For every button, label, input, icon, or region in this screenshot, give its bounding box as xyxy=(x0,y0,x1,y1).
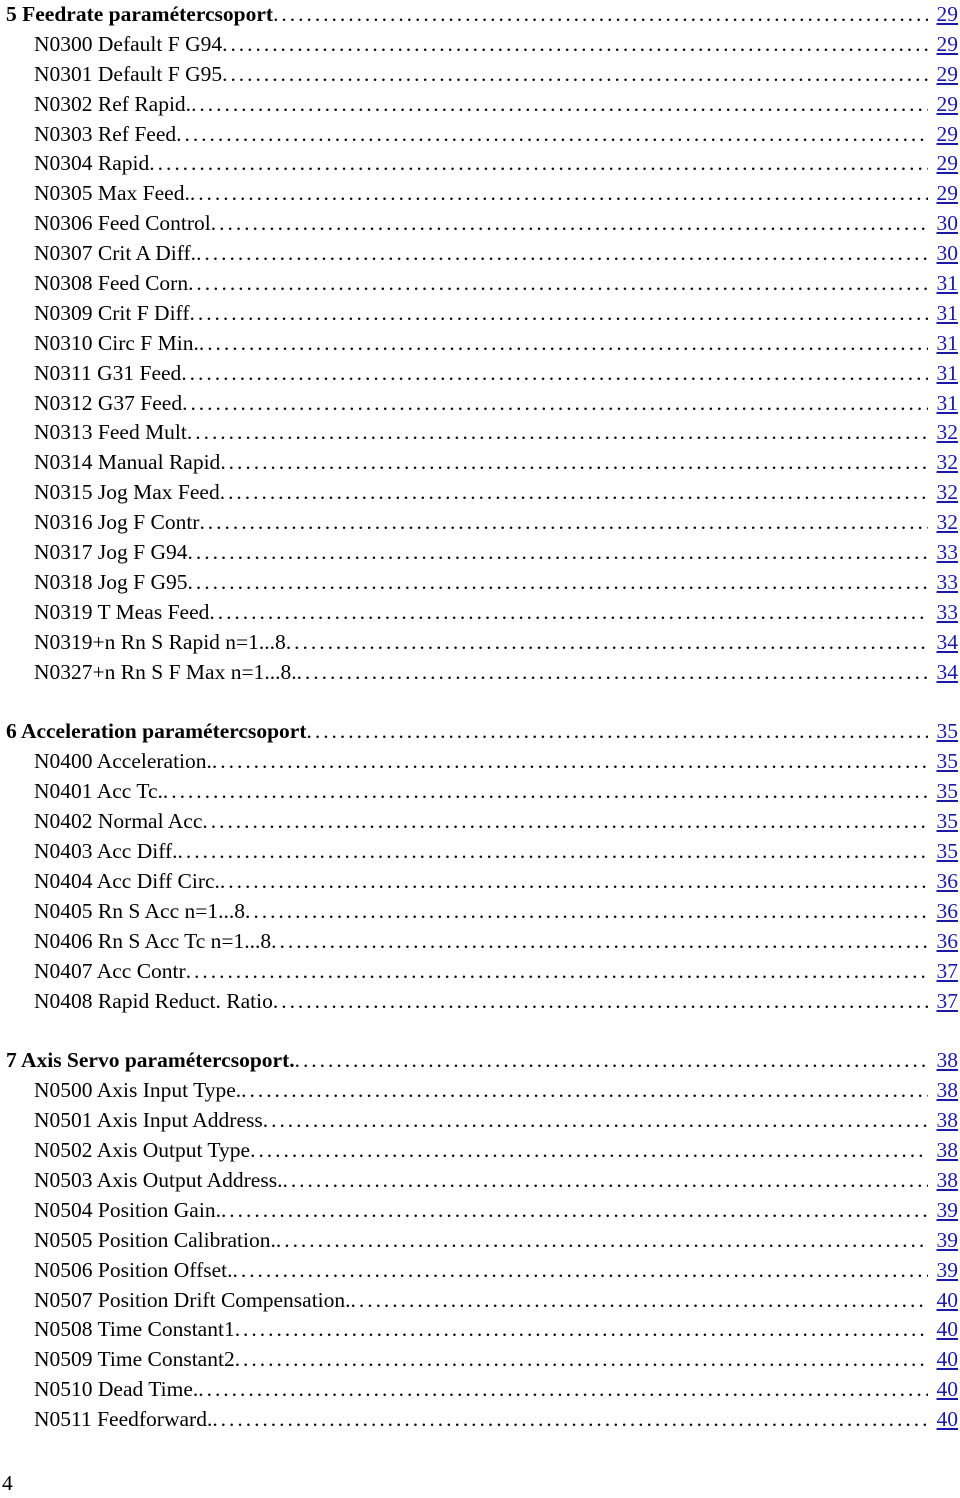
toc-section-axis-servo xyxy=(0,1046,960,1435)
toc-entry-label: N0304 Rapid xyxy=(34,151,150,176)
toc-entry-label: N0502 Axis Output Type xyxy=(34,1138,251,1163)
dot-leader xyxy=(276,1226,928,1256)
toc-page-link[interactable]: 38 xyxy=(936,1167,958,1192)
dot-leader xyxy=(245,897,928,927)
toc-entry[interactable] xyxy=(0,957,960,987)
toc-entry[interactable] xyxy=(0,1286,960,1316)
toc-section-heading[interactable] xyxy=(0,717,960,747)
dot-leader xyxy=(190,299,929,329)
toc-entry[interactable] xyxy=(0,418,960,448)
toc-page-link[interactable]: 35 xyxy=(936,749,958,774)
toc-entry[interactable] xyxy=(0,1166,960,1196)
toc-entry-label: N0403 Acc Diff. xyxy=(34,839,178,864)
dot-leader xyxy=(263,1106,928,1136)
toc-entry[interactable] xyxy=(0,448,960,478)
toc-page-link[interactable]: 38 xyxy=(936,1138,958,1163)
dot-leader xyxy=(212,1405,928,1435)
toc-entry[interactable] xyxy=(0,209,960,239)
toc-entry[interactable] xyxy=(0,329,960,359)
toc-entry-label: N0307 Crit A Diff. xyxy=(34,241,197,266)
dot-leader xyxy=(307,717,929,747)
toc-page-link[interactable]: 36 xyxy=(936,898,958,923)
toc-entry-label: N0314 Manual Rapid xyxy=(34,450,221,475)
toc-entry[interactable] xyxy=(0,1136,960,1166)
toc-entry-label: N0303 Ref Feed xyxy=(34,121,177,146)
toc-page-link[interactable]: 37 xyxy=(936,988,958,1013)
toc-entry-label: N0408 Rapid Reduct. Ratio xyxy=(34,988,273,1013)
dot-leader xyxy=(273,987,928,1017)
toc-page-link[interactable]: 39 xyxy=(936,1257,958,1282)
toc-page-link[interactable]: 39 xyxy=(936,1197,958,1222)
toc-entry[interactable] xyxy=(0,867,960,897)
toc-entry[interactable] xyxy=(0,478,960,508)
dot-leader xyxy=(202,807,928,837)
toc-entry-label: N0301 Default F G95 xyxy=(34,61,223,86)
dot-leader xyxy=(199,508,928,538)
toc-entry[interactable] xyxy=(0,897,960,927)
toc-entry-label: N0500 Axis Input Type. xyxy=(34,1078,242,1103)
toc-page-link[interactable]: 40 xyxy=(936,1317,958,1342)
dot-leader xyxy=(351,1286,928,1316)
toc-entry[interactable] xyxy=(0,149,960,179)
toc-entry[interactable] xyxy=(0,927,960,957)
toc-entry-label: N0511 Feedforward. xyxy=(34,1407,213,1432)
toc-page-link[interactable]: 29 xyxy=(936,121,958,146)
toc-entry-label: N0305 Max Feed. xyxy=(34,181,190,206)
dot-leader xyxy=(188,568,928,598)
dot-leader xyxy=(199,329,928,359)
dot-leader xyxy=(188,269,928,299)
toc-page-link[interactable]: 38 xyxy=(936,1048,958,1073)
toc-entry-label: N0506 Position Offset. xyxy=(34,1257,233,1282)
toc-entry[interactable] xyxy=(0,179,960,209)
toc-entry-label: N0317 Jog F G94 xyxy=(34,540,188,565)
dot-leader xyxy=(212,747,928,777)
toc-entry[interactable] xyxy=(0,299,960,329)
dot-leader xyxy=(181,359,928,389)
toc-entry-label: N0312 G37 Feed xyxy=(34,390,183,415)
toc-entry[interactable] xyxy=(0,508,960,538)
toc-page-link[interactable]: 40 xyxy=(936,1407,958,1432)
toc-entry[interactable] xyxy=(0,1405,960,1435)
toc-page-link[interactable]: 35 xyxy=(936,809,958,834)
toc-page-link[interactable]: 35 xyxy=(936,779,958,804)
toc-entry-label: N0310 Circ F Min. xyxy=(34,330,199,355)
dot-leader xyxy=(149,149,928,179)
toc-page-link[interactable]: 31 xyxy=(936,390,958,415)
toc-page-link[interactable]: 35 xyxy=(936,719,958,744)
dot-leader xyxy=(241,1076,928,1106)
toc-page-link[interactable]: 33 xyxy=(936,569,958,594)
dot-leader xyxy=(273,0,928,30)
dot-leader xyxy=(221,1196,928,1226)
toc-page-link[interactable]: 32 xyxy=(936,480,958,505)
dot-leader xyxy=(190,179,928,209)
toc-page-link[interactable]: 29 xyxy=(936,61,958,86)
toc-page-link[interactable]: 29 xyxy=(936,31,958,56)
toc-entry[interactable] xyxy=(0,269,960,299)
toc-entry[interactable] xyxy=(0,538,960,568)
toc-entry-label: N0313 Feed Mult xyxy=(34,420,187,445)
toc-page-link[interactable]: 38 xyxy=(936,1108,958,1133)
toc-page-link[interactable]: 29 xyxy=(936,2,958,26)
toc-entry-label: N0302 Ref Rapid. xyxy=(34,91,192,116)
toc-entry[interactable] xyxy=(0,628,960,658)
dot-leader xyxy=(182,389,928,419)
toc-entry[interactable] xyxy=(0,598,960,628)
toc-page-link[interactable]: 36 xyxy=(936,868,958,893)
toc-heading-label: 7 Axis Servo paramétercsoport. xyxy=(6,1048,295,1073)
toc-entry[interactable] xyxy=(0,30,960,60)
toc-section-acceleration xyxy=(0,717,960,1016)
dot-leader xyxy=(286,628,928,658)
toc-page-link[interactable]: 29 xyxy=(936,181,958,206)
toc-entry[interactable] xyxy=(0,359,960,389)
dot-leader xyxy=(235,1315,928,1345)
toc-page-link[interactable]: 37 xyxy=(936,958,958,983)
toc-entry[interactable] xyxy=(0,777,960,807)
dot-leader xyxy=(222,60,928,90)
toc-page-link[interactable]: 29 xyxy=(936,91,958,116)
toc-entry[interactable] xyxy=(0,389,960,419)
dot-leader xyxy=(211,209,928,239)
dot-leader xyxy=(220,867,928,897)
toc-entry[interactable] xyxy=(0,1106,960,1136)
toc-page-link[interactable]: 38 xyxy=(936,1078,958,1103)
toc-page-link[interactable]: 40 xyxy=(936,1377,958,1402)
toc-entry-label: N0306 Feed Control xyxy=(34,211,211,236)
toc-entry-label: N0505 Position Calibration. xyxy=(34,1227,276,1252)
toc-page-link[interactable]: 31 xyxy=(936,271,958,296)
toc-entry[interactable] xyxy=(0,747,960,777)
toc-page-link[interactable]: 32 xyxy=(936,510,958,535)
dot-leader xyxy=(191,90,928,120)
toc-entry-label: N0405 Rn S Acc n=1...8 xyxy=(34,898,246,923)
dot-leader xyxy=(196,239,928,269)
toc-section-feedrate xyxy=(0,0,960,687)
toc-entry-label: N0407 Acc Contr xyxy=(34,958,186,983)
toc-entry-label: N0406 Rn S Acc Tc n=1...8 xyxy=(34,928,272,953)
toc-heading-label: 5 Feedrate paramétercsoport xyxy=(6,2,274,26)
toc-page-link[interactable]: 31 xyxy=(936,360,958,385)
toc-entry-label: N0503 Axis Output Address. xyxy=(34,1167,283,1192)
dot-leader xyxy=(295,1046,928,1076)
dot-leader xyxy=(186,957,928,987)
page-number: 4 xyxy=(2,1471,13,1495)
toc-entry-label: N0309 Crit F Diff xyxy=(34,300,190,325)
toc-page-link[interactable]: 32 xyxy=(936,450,958,475)
toc-entry[interactable] xyxy=(0,1076,960,1106)
toc-entry-label: N0401 Acc Tc. xyxy=(34,779,163,804)
toc-entry-label: N0507 Position Drift Compensation. xyxy=(34,1287,351,1312)
toc-entry-label: N0510 Dead Time. xyxy=(34,1377,199,1402)
toc-entry-label: N0316 Jog F Contr xyxy=(34,510,200,535)
toc-entry[interactable] xyxy=(0,120,960,150)
toc-page-link[interactable]: 40 xyxy=(936,1347,958,1372)
toc-entry[interactable] xyxy=(0,807,960,837)
dot-leader xyxy=(220,478,928,508)
toc-page-link[interactable]: 39 xyxy=(936,1227,958,1252)
toc-entry-label: N0508 Time Constant1 xyxy=(34,1317,235,1342)
dot-leader xyxy=(163,777,928,807)
toc-page-link[interactable]: 31 xyxy=(936,330,958,355)
toc-entry-label: N0318 Jog F G95 xyxy=(34,569,188,594)
dot-leader xyxy=(209,598,928,628)
toc-page-link[interactable]: 34 xyxy=(936,659,958,684)
toc-entry[interactable] xyxy=(0,837,960,867)
toc-page-link[interactable]: 34 xyxy=(936,629,958,654)
dot-leader xyxy=(235,1345,928,1375)
dot-leader xyxy=(233,1256,929,1286)
dot-leader xyxy=(250,1136,928,1166)
toc-page-link[interactable]: 40 xyxy=(936,1287,958,1312)
toc-entry-label: N0504 Position Gain. xyxy=(34,1197,221,1222)
dot-leader xyxy=(220,448,928,478)
dot-leader xyxy=(271,927,928,957)
toc-page-link[interactable]: 33 xyxy=(936,599,958,624)
toc-entry[interactable] xyxy=(0,658,960,688)
dot-leader xyxy=(176,120,928,150)
toc-entry-label: N0327+n Rn S F Max n=1...8. xyxy=(34,659,297,684)
toc-page-link[interactable]: 30 xyxy=(936,241,958,266)
toc-entry-label: N0319+n Rn S Rapid n=1...8 xyxy=(34,629,286,654)
toc-entry-label: N0308 Feed Corn xyxy=(34,271,189,296)
toc-section-heading[interactable] xyxy=(0,0,960,30)
dot-leader xyxy=(222,30,928,60)
dot-leader xyxy=(178,837,928,867)
dot-leader xyxy=(297,658,928,688)
toc-entry[interactable] xyxy=(0,987,960,1017)
toc-entry-label: N0400 Acceleration. xyxy=(34,749,212,774)
toc-entry-label: N0315 Jog Max Feed xyxy=(34,480,220,505)
toc-page-link[interactable]: 29 xyxy=(936,151,958,176)
dot-leader xyxy=(198,1375,928,1405)
toc-page-link[interactable]: 36 xyxy=(936,928,958,953)
toc-entry-label: N0509 Time Constant2 xyxy=(34,1347,235,1372)
toc-entry[interactable] xyxy=(0,1315,960,1345)
toc-entry-label: N0319 T Meas Feed xyxy=(34,599,210,624)
toc-heading-label: 6 Acceleration paramétercsoport xyxy=(6,719,307,744)
toc-entry[interactable] xyxy=(0,568,960,598)
toc-entry[interactable] xyxy=(0,1196,960,1226)
toc-entry-label: N0501 Axis Input Address xyxy=(34,1108,263,1133)
toc-page-link[interactable]: 32 xyxy=(936,420,958,445)
toc-entry[interactable] xyxy=(0,239,960,269)
toc-page-link[interactable]: 31 xyxy=(936,300,958,325)
toc-page-link[interactable]: 30 xyxy=(936,211,958,236)
dot-leader xyxy=(187,418,928,448)
toc-entry[interactable] xyxy=(0,1256,960,1286)
toc-entry[interactable] xyxy=(0,1375,960,1405)
toc-page-link[interactable]: 33 xyxy=(936,540,958,565)
dot-leader xyxy=(282,1166,928,1196)
toc-entry[interactable] xyxy=(0,1345,960,1375)
toc-entry-label: N0300 Default F G94 xyxy=(34,31,223,56)
toc-entry[interactable] xyxy=(0,1226,960,1256)
toc-section-heading[interactable] xyxy=(0,1046,960,1076)
toc-page-link[interactable]: 35 xyxy=(936,839,958,864)
toc-entry-label: N0311 G31 Feed xyxy=(34,360,182,385)
toc-entry[interactable] xyxy=(0,90,960,120)
toc-entry[interactable] xyxy=(0,60,960,90)
toc-entry-label: N0402 Normal Acc xyxy=(34,809,203,834)
toc-entry-label: N0404 Acc Diff Circ. xyxy=(34,868,220,893)
dot-leader xyxy=(188,538,928,568)
